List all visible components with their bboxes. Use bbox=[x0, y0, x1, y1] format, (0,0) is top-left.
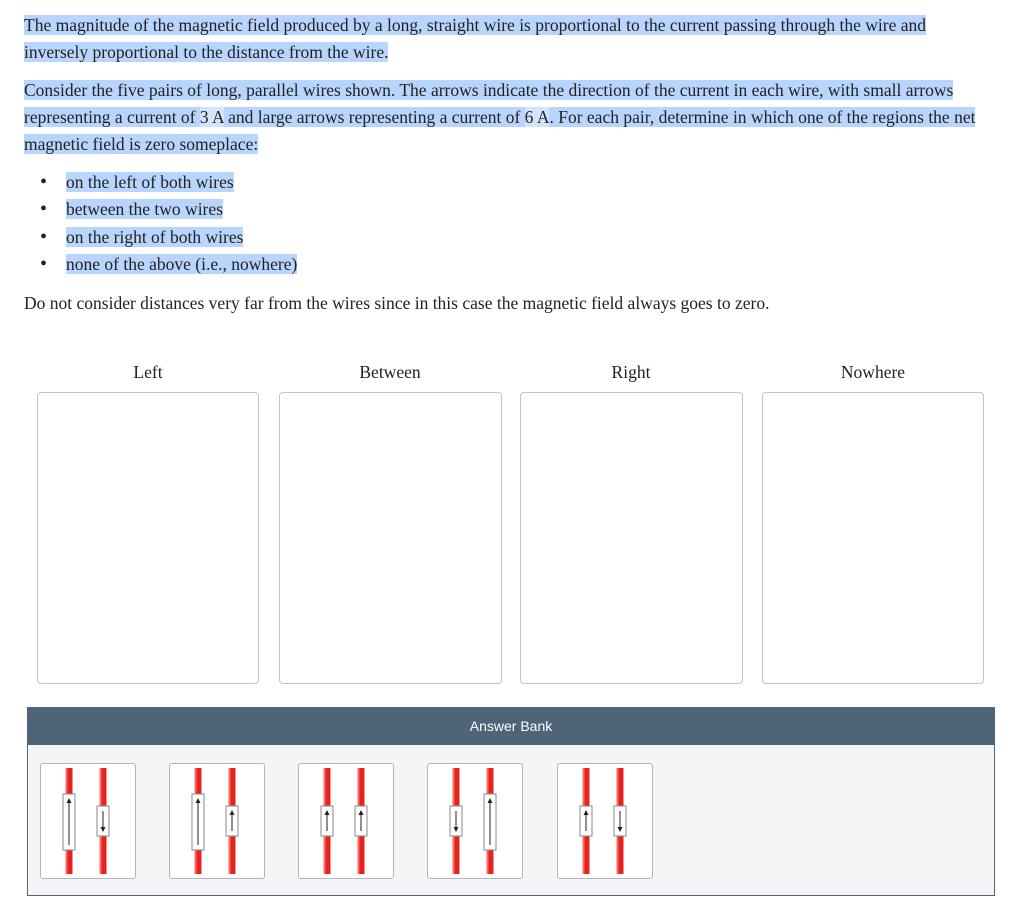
wire-pair-card-1[interactable] bbox=[40, 763, 136, 879]
list-item bbox=[24, 224, 297, 251]
wire-left-current-down-small bbox=[450, 768, 462, 874]
list-item bbox=[24, 169, 297, 196]
list-item bbox=[24, 251, 297, 278]
intro-paragraph-2-text-c: . For each pair, determine in which one of the regions the net magnetic field is zero someplace: bbox=[24, 107, 976, 154]
list-item-text: none of the above (i.e., nowhere) bbox=[66, 253, 298, 274]
intro-paragraph-2 bbox=[24, 77, 992, 158]
column-title-right: Right bbox=[611, 362, 651, 382]
wire-pair-card-4[interactable] bbox=[427, 763, 523, 879]
wire-pair-5-icon bbox=[558, 764, 654, 880]
list-item bbox=[24, 196, 297, 223]
wire-pair-2-icon bbox=[170, 764, 266, 880]
drop-zone-left[interactable] bbox=[37, 392, 259, 684]
wire-left-current-up-large bbox=[63, 768, 75, 874]
wire-right-current-up-small bbox=[226, 768, 238, 874]
wire-pair-1-icon bbox=[41, 764, 137, 880]
wire-right-current-up-large bbox=[484, 768, 496, 874]
column-title-nowhere: Nowhere bbox=[840, 362, 906, 382]
wire-pair-4-icon bbox=[428, 764, 524, 880]
region-options-list bbox=[24, 169, 297, 278]
column-title-left: Left bbox=[133, 362, 163, 382]
intro-paragraph-1-text: The magnitude of the magnetic field produced by a long, straight wire is proportional to the current passing through the wire and inversely proportional to the distance from the wire. bbox=[24, 15, 926, 62]
drop-zone-nowhere[interactable] bbox=[762, 392, 984, 684]
intro-paragraph-2-text-b: and large arrows representing a current of bbox=[223, 107, 525, 127]
answer-bank bbox=[27, 707, 995, 896]
wire-left-current-up-small bbox=[580, 768, 592, 874]
wire-pair-3-icon bbox=[299, 764, 395, 880]
wire-pair-card-2[interactable] bbox=[169, 763, 265, 879]
list-item-text: on the left of both wires bbox=[66, 172, 234, 192]
large-current-value: 6 A bbox=[524, 107, 550, 127]
intro-paragraph-2-text-a: Consider the five pairs of long, parallel wires shown. The arrows indicate the direction of the current in each wire, with small arrows representing a current of bbox=[24, 80, 954, 127]
wire-left-current-up-large bbox=[192, 768, 204, 874]
wire-pair-card-3[interactable] bbox=[298, 763, 394, 879]
drop-zone-right[interactable] bbox=[520, 392, 743, 684]
wire-right-current-down-small bbox=[97, 768, 109, 874]
column-title-between: Between bbox=[359, 362, 421, 382]
wire-right-current-up-small bbox=[355, 768, 367, 874]
drop-zone-between[interactable] bbox=[279, 392, 502, 684]
intro-paragraph-1 bbox=[24, 12, 992, 66]
wire-right-current-down-small bbox=[614, 768, 626, 874]
wire-pair-card-5[interactable] bbox=[557, 763, 653, 879]
intro-paragraph-3: Do not consider distances very far from the wires since in this case the magnetic field always goes to zero. bbox=[24, 293, 770, 313]
list-item-text: on the right of both wires bbox=[66, 226, 244, 247]
answer-bank-title: Answer Bank bbox=[28, 708, 994, 745]
wire-left-current-up-small bbox=[321, 768, 333, 874]
list-item-text: between the two wires bbox=[66, 199, 223, 220]
small-current-value: 3 A bbox=[199, 107, 224, 127]
